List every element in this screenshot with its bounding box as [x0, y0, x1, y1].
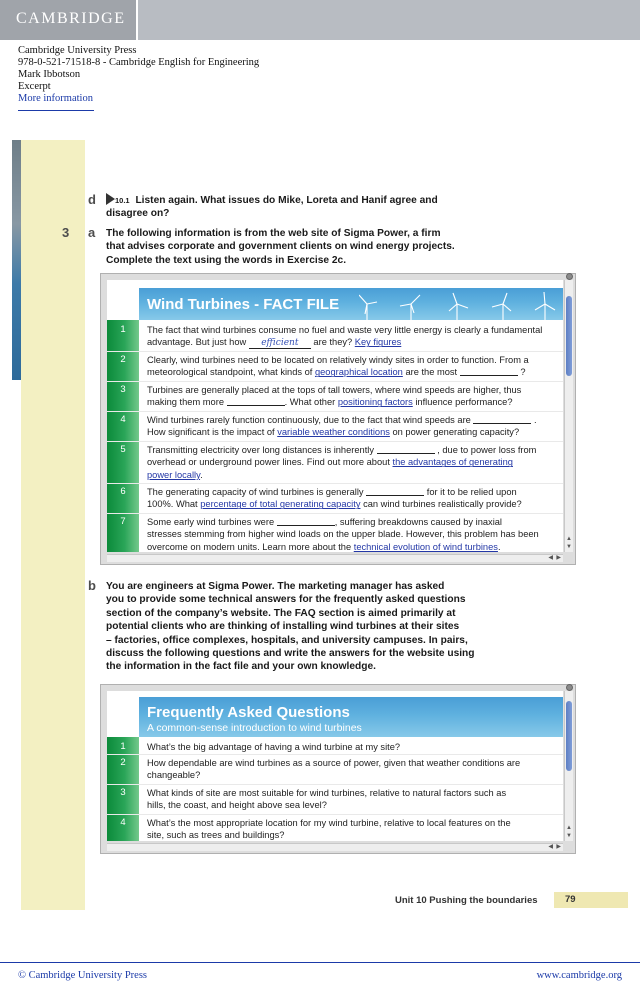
answer-blank[interactable]: [460, 367, 518, 376]
website-link[interactable]: www.cambridge.org: [536, 970, 622, 981]
horizontal-scrollbar[interactable]: [107, 843, 563, 851]
technical-evolution-link[interactable]: technical evolution of wind turbines: [353, 541, 498, 552]
faq-content: [107, 691, 563, 841]
exercise-b-text: You are engineers at Sigma Power. The marketing manager has asked you to provide some technical answers for the frequently asked questions section of the company’s website. The FAQ section is aimed primarily at potential clients who are thinking of installing wind turbines at their sites – factories, office complexes, hospitals, and university campuses. In pairs, discuss the following questions and write the answers for the website using the information in the fact file and your own knowledge.: [106, 581, 475, 673]
fact-file-title: Wind Turbines - FACT FILE: [147, 296, 340, 313]
wind-turbine-icon: [359, 290, 559, 320]
exercise-b-letter: b: [88, 578, 96, 593]
advantages-generating-power-link[interactable]: the advantages of generating: [392, 457, 513, 468]
faq-window: [100, 684, 576, 854]
page-number: 79: [554, 892, 628, 908]
fact-row: 3 Turbines are generally placed at the tops of tall towers, where wind speeds are higher, thus making them more . What other positioning factors influence performance?: [107, 382, 563, 412]
exercise-d-text: 10.1 Listen again. What issues do Mike, Loreta and Hanif agree and disagree on?: [106, 195, 438, 220]
isbn-title: 978-0-521-71518-8 - Cambridge English for Engineering: [18, 57, 260, 68]
fact-row: 2 Clearly, wind turbines need to be located on relatively windy sites in order to function. From a meteorological standpoint, what kinds of geographical location are the most ?: [107, 352, 563, 382]
answer-blank[interactable]: [227, 397, 285, 406]
scroll-down-arrow-icon[interactable]: ▼: [566, 544, 572, 550]
scroll-up-arrow-icon[interactable]: ▲: [566, 536, 572, 542]
fact-file-title-bar: [139, 288, 563, 320]
scroll-up-arrow-icon[interactable]: ▲: [566, 825, 572, 831]
exercise-d-letter: d: [88, 192, 96, 207]
faq-row: 4 What’s the most appropriate location for my wind turbine, relative to local features on the site, such as trees and buildings?: [120, 817, 511, 841]
window-corner-dot: [566, 273, 573, 280]
scroll-left-arrow-icon[interactable]: ◀: [548, 555, 553, 561]
variable-weather-conditions-link[interactable]: variable weather conditions: [277, 427, 390, 438]
scroll-right-arrow-icon[interactable]: ▶: [556, 555, 561, 561]
cambridge-logo: CAMBRIDGE: [0, 0, 138, 40]
scroll-left-arrow-icon[interactable]: ◀: [548, 844, 553, 850]
header-link-underline: [18, 110, 94, 111]
excerpt-label: Excerpt: [18, 81, 51, 92]
scroll-right-arrow-icon[interactable]: ▶: [556, 844, 561, 850]
publisher-name: Cambridge University Press: [18, 45, 137, 56]
faq-subtitle: A common-sense introduction to wind turbines: [147, 722, 362, 734]
faq-row: 2 How dependable are wind turbines as a source of power, given that weather conditions are changeable?: [107, 755, 563, 785]
unit-title: Unit 10 Pushing the boundaries: [395, 895, 538, 906]
fact-file-content: [107, 280, 563, 552]
filled-answer: efficient: [249, 338, 311, 349]
fact-row: 4 Wind turbines rarely function continuously, due to the fact that wind speeds are . How significant is the impact of variable weather conditions on power generating capacity?: [107, 412, 563, 442]
author-name: Mark Ibbotson: [18, 69, 81, 80]
fact-file-window: [100, 273, 576, 565]
exercise-a-letter: a: [88, 225, 96, 240]
faq-title-bar: [139, 697, 563, 737]
footer-rule: [0, 962, 640, 963]
geographical-location-link[interactable]: geographical location: [314, 367, 403, 378]
percentage-generating-capacity-link[interactable]: percentage of total generating capacity: [200, 499, 361, 510]
exercise-a-text: The following information is from the web site of Sigma Power, a firm that advises corporate and government clients on wind energy projects. Complete the text using the words in Exercise 2c.: [106, 228, 455, 266]
faq-row: 3 What kinds of site are most suitable for wind turbines, relative to natural factors such as hills, the coast, and height above sea level?: [107, 785, 563, 815]
exercise-3-number: 3: [62, 225, 70, 240]
window-corner-dot: [566, 684, 573, 691]
margin-band: [21, 140, 85, 910]
scrollbar-thumb[interactable]: [566, 296, 572, 376]
play-icon[interactable]: [106, 193, 115, 205]
faq-row: 1 What’s the big advantage of having a wind turbine at my site?: [107, 739, 563, 755]
vertical-scrollbar[interactable]: [564, 691, 573, 841]
answer-blank[interactable]: [277, 517, 335, 526]
positioning-factors-link[interactable]: positioning factors: [337, 397, 413, 408]
scrollbar-thumb[interactable]: [566, 701, 572, 771]
copyright-notice: © Cambridge University Press: [18, 970, 148, 981]
fact-row: 6 The generating capacity of wind turbines is generally for it to be relied upon 100%. What percentage of total generating capacity can wind turbines realistically provide?: [107, 484, 563, 514]
book-metadata: [18, 45, 259, 106]
answer-blank[interactable]: [377, 445, 435, 454]
scroll-down-arrow-icon[interactable]: ▼: [566, 833, 572, 839]
track-number: 10.1: [115, 196, 130, 205]
power-locally-link[interactable]: power locally: [147, 469, 201, 480]
key-figures-link[interactable]: Key figures: [354, 337, 402, 348]
fact-row: 1 The fact that wind turbines consume no fuel and waste very little energy is clearly a fundamental advantage. But just how efficient are they? Key figures: [107, 322, 563, 352]
answer-blank[interactable]: [473, 415, 531, 424]
faq-title: Frequently Asked Questions: [147, 704, 350, 721]
vertical-scrollbar[interactable]: [564, 280, 573, 552]
photo-edge-strip: [12, 140, 21, 380]
more-information-link[interactable]: More information: [18, 93, 93, 104]
answer-blank[interactable]: [366, 487, 424, 496]
fact-row: 7 Some early wind turbines were , suffering breakdowns caused by inaxial stresses stemming from higher wind loads on the upper blade. However, this problem has been overcome on modern units. Learn more about the technical evolution of wind turbines.: [120, 516, 539, 552]
fact-row: 5 Transmitting electricity over long distances is inherently , due to power loss from overhead or underground power lines. Find out more about the advantages of generating power locally.: [107, 442, 563, 484]
horizontal-scrollbar[interactable]: [107, 554, 563, 562]
